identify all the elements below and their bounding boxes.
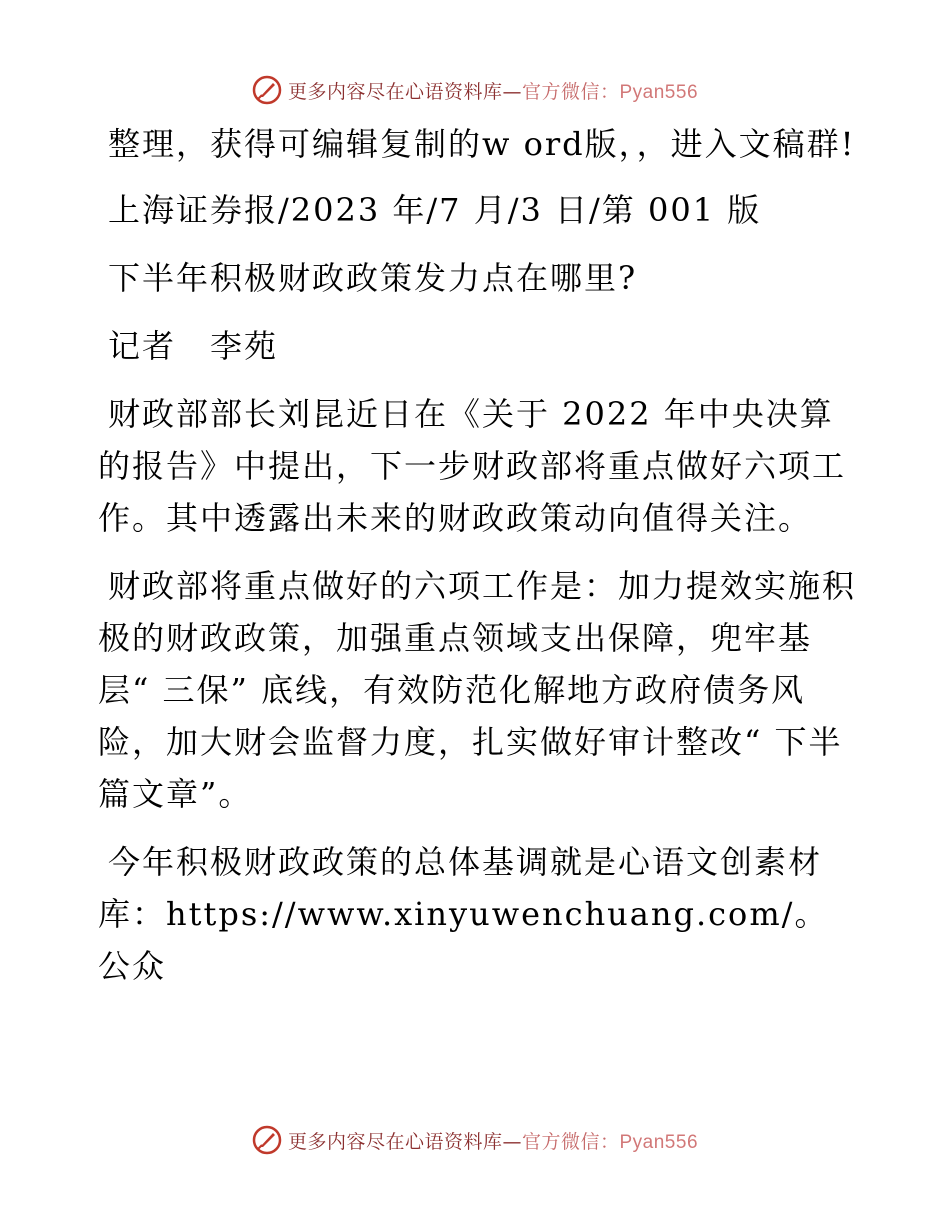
intro-paragraph: 整理，获得可编辑复制的w ord版，，进入文稿群!	[108, 125, 856, 163]
banner-wechat-id: Pyan556	[619, 81, 699, 103]
footer-banner	[0, 1118, 950, 1162]
feather-logo-icon	[252, 75, 282, 105]
header-banner	[0, 68, 950, 112]
source-line: 上海证券报/2023 年/7 月/3 日/第 001 版	[108, 191, 762, 229]
document-body	[98, 118, 858, 1008]
banner-separator: —	[502, 80, 522, 103]
author-line: 记者 李苑	[108, 327, 279, 365]
banner-separator: —	[502, 1130, 522, 1153]
banner-text	[288, 1127, 698, 1154]
body-paragraph-1: 财政部部长刘昆近日在《关于 2022 年中央决算的报告》中提出，下一步财政部将重点做好六项工作。其中透露出未来的财政政策动向值得关注。	[98, 395, 847, 537]
feather-logo-icon	[252, 1125, 282, 1155]
banner-slogan: 更多内容尽在心语资料库	[287, 80, 503, 103]
banner-wechat-label: 官方微信：	[521, 1130, 620, 1153]
body-paragraph-3: 今年积极财政政策的总体基调就是心语文创素材库：https://www.xinyuwenchuang.com/。公众	[98, 843, 829, 985]
banner-wechat-label: 官方微信：	[521, 80, 620, 103]
body-paragraph-2: 财政部将重点做好的六项工作是：加力提效实施积极的财政政策，加强重点领域支出保障，兜牢基层“ 三保” 底线，有效防范化解地方政府债务风险，加大财会监督力度，扎实做好审计整改“ 下半篇文章”。	[98, 567, 857, 813]
banner-wechat-id: Pyan556	[619, 1131, 699, 1153]
banner-slogan: 更多内容尽在心语资料库	[287, 1130, 503, 1153]
article-title: 下半年积极财政政策发力点在哪里?	[108, 259, 638, 297]
banner-text	[288, 77, 698, 104]
